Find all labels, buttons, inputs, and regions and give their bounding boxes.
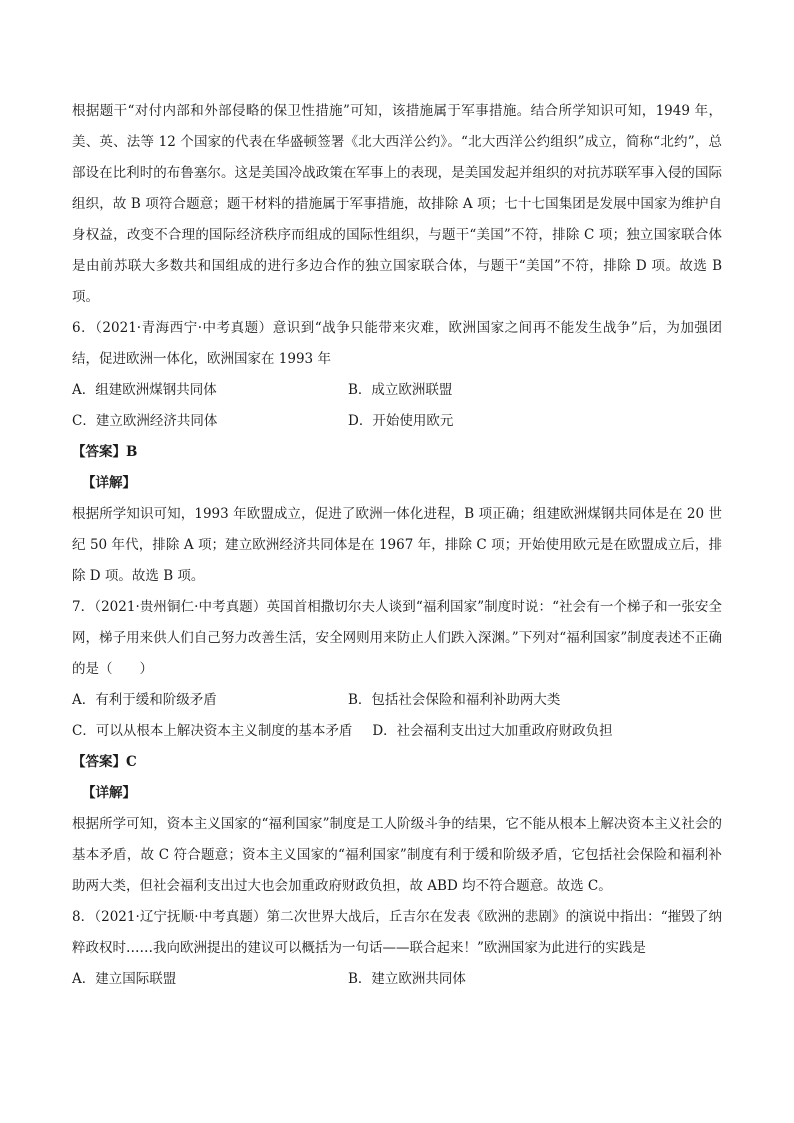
q6-explain-heading: 【详解】: [82, 475, 136, 491]
q8-options-row-1: [72, 964, 722, 995]
q7-options-row-1: [72, 685, 722, 716]
q7-explanation: 根据所学可知，资本主义国家的“福利国家”制度是工人阶级斗争的结果，它不能从根本上解决资本主义社会的基本矛盾，故 C 符合题意；资本主义国家的“福利国家”制度有利于缓和阶级矛盾，它包括社会保险和福利补助两大类，但社会福利支出过大也会加重政府财政负担，故 ABD 均不符合题意。故选 C。: [72, 816, 722, 894]
q6-option-a: A．组建欧洲煤钢共同体: [72, 382, 217, 398]
q7-option-d: D．社会福利支出过大加重政府财政负担: [372, 723, 613, 739]
q6-stem: 6．（2021·青海西宁·中考真题）意识到“战争只能带来灾难，欧洲国家之间再不能发生战争”后，为加强团结，促进欧洲一体化，欧洲国家在 1993 年: [72, 320, 722, 367]
q6-option-b: B．成立欧洲联盟: [348, 382, 453, 398]
q6-option-d: D．开始使用欧元: [348, 413, 454, 429]
q6-option-c: C．建立欧洲经济共同体: [72, 413, 218, 429]
q8-option-b: B．建立欧洲共同体: [348, 971, 466, 987]
q7-explain-heading: 【详解】: [82, 785, 136, 801]
q6-answer: 【答案】B: [72, 444, 138, 460]
q6-options-row-2: [72, 406, 722, 437]
q5-explanation: 根据题干“对付内部和外部侵略的保卫性措施”可知，该措施属于军事措施。结合所学知识可知，1949 年，美、英、法等 12 个国家的代表在华盛顿签署《北大西洋公约》。“北大西洋公约组织”成立，简称“北约”，总部设在比利时的布鲁塞尔。这是美国冷战政策在军事上的表现，是美国发起并组织的对抗苏联军事入侵的国际组织，故 B 项符合题意；题干材料的措施属于军事措施，故排除 A 项；七十七国集团是发展中国家为维护自身权益，改变不合理的国际经济秩序而组成的国际性组织，与题干“美国”不符，排除 C 项；独立国家联合体是由前苏联大多数共和国组成的进行多边合作的独立国家联合体，与题干“美国”不符，排除 D 项。故选 B 项。: [72, 103, 722, 305]
q8-option-a: A．建立国际联盟: [72, 971, 177, 987]
q7-option-c: C．可以从根本上解决资本主义制度的基本矛盾: [72, 723, 353, 739]
q7-options-row-2: [72, 716, 722, 747]
q7-option-b: B．包括社会保险和福利补助两大类: [348, 692, 561, 708]
q6-options-row-1: [72, 375, 722, 406]
q7-answer: 【答案】C: [72, 754, 137, 770]
q7-option-a: A．有利于缓和阶级矛盾: [72, 692, 217, 708]
q6-explanation: 根据所学知识可知，1993 年欧盟成立，促进了欧洲一体化进程，B 项正确；组建欧洲煤钢共同体是在 20 世纪 50 年代，排除 A 项；建立欧洲经济共同体是在 1967 年，排除 C 项；开始使用欧元是在欧盟成立后，排除 D 项。故选 B 项。: [72, 506, 722, 584]
q7-stem: 7．（2021·贵州铜仁·中考真题）英国首相撒切尔夫人谈到“福利国家”制度时说：“社会有一个梯子和一张安全网，梯子用来供人们自己努力改善生活，安全网则用来防止人们跌入深渊。”下列对“福利国家”制度表述不正确的是（ ）: [72, 599, 722, 677]
q8-stem: 8．（2021·辽宁抚顺·中考真题）第二次世界大战后，丘吉尔在发表《欧洲的悲剧》的演说中指出：“摧毁了纳粹政权时……我向欧洲提出的建议可以概括为一句话——联合起来！”欧洲国家为此进行的实践是: [72, 909, 722, 956]
